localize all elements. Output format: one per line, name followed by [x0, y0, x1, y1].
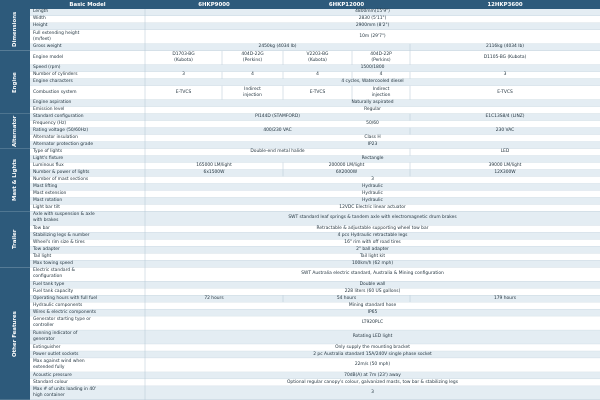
row-label: Height	[33, 23, 48, 29]
row-label: Stabilizing legs & number	[33, 232, 90, 238]
row-value: SWT standard leaf springs & tandem axle with electromagnetic drum brakes	[288, 215, 457, 221]
row-label: Max towing speed	[33, 260, 73, 266]
row-value: E-TVCS	[309, 89, 326, 95]
row-label: Max against wind when extended fully	[33, 359, 85, 371]
row-value: Rotating LED light	[352, 334, 393, 340]
row-value: D1703-BG (Kubota)	[172, 51, 195, 63]
row-value: SWT Australia electric standard, Australia & Mining configuration	[301, 271, 444, 277]
row-value: 179 hours	[493, 295, 517, 301]
section-title: Other Features	[12, 310, 18, 357]
row-value: 230 VAC	[495, 128, 515, 134]
row-value: 3	[371, 177, 374, 183]
row-value: 100km/h (62 mph)	[351, 260, 394, 266]
row-label: Width	[33, 16, 46, 22]
row-value: LT920PLC	[361, 320, 384, 326]
row-value: Optional regular canopy's colour, galvanized masts, tow bar & stabilizing legs	[286, 379, 459, 385]
row-label: Wires & electric components	[33, 309, 97, 315]
row-label: Light's fixture	[33, 156, 64, 162]
row-value: Mining standard hose	[348, 302, 397, 308]
row-value: Indirect injection	[243, 86, 262, 98]
row-label: Combustion system	[33, 89, 77, 95]
row-label: Luminous flux	[33, 163, 64, 169]
header-model-2: 6HKP12000	[328, 1, 365, 8]
row-label: Speed (rpm)	[33, 65, 61, 71]
row-label: Generator starting type or controller	[33, 317, 91, 329]
row-value: 2 pc Australia standard 15A/240V single phase socket	[313, 351, 432, 357]
row-value: 39000 LM/light	[488, 163, 522, 169]
row-value: PI144D (STAMFORD)	[255, 114, 300, 120]
row-value: 3	[371, 390, 374, 395]
row-label: Fuel tank type	[33, 281, 65, 287]
row-value: 3	[182, 72, 185, 78]
row-label: Operating hours with full fuel	[33, 295, 98, 301]
row-label: Mast rotation	[33, 198, 63, 203]
row-value: 404D-22P (Perkins)	[370, 51, 392, 63]
row-label: Full extending height (m/feet)	[33, 30, 80, 42]
row-value: IP23	[367, 142, 378, 148]
row-label: Rating voltage (50/60Hz)	[33, 128, 89, 134]
row-value: Hydraulic	[362, 191, 383, 197]
row-label: Length	[33, 9, 49, 15]
row-label: Alternator protection grade	[33, 142, 94, 148]
row-value: 4	[379, 72, 383, 78]
row-label: Mast lifting	[33, 184, 58, 190]
section-title: Dimensions	[12, 12, 18, 48]
row-label: Running indicator of generator	[33, 331, 78, 343]
header-model-3: 12HKP3600	[487, 1, 523, 8]
section-title: Engine	[12, 72, 18, 93]
row-label: Type of lights	[33, 149, 63, 155]
row-value: 6x1500W	[203, 170, 225, 176]
row-label: Extinguisher	[33, 344, 61, 350]
row-value: 2" ball adapter	[356, 246, 389, 252]
row-label: Engine aspiration	[33, 100, 72, 106]
section-title: Alternator	[12, 115, 18, 147]
row-value: Double wall	[359, 281, 386, 287]
row-label: Tow adapter	[33, 246, 60, 252]
row-value: E-TVCS	[175, 89, 192, 95]
row-label: Tail light	[33, 253, 52, 259]
row-value: IP65	[367, 309, 378, 315]
row-value: Tail light kit	[359, 253, 386, 259]
row-label: Axle with suspension & axle with brakes	[33, 212, 95, 224]
row-label: Mast extension	[33, 191, 67, 197]
row-value: 22m/s (50 mph)	[354, 362, 391, 368]
row-label: Frequency (Hz)	[33, 121, 67, 127]
row-value: 4 cycles, Watercooled diesel	[341, 79, 404, 85]
row-value: 12X300W	[494, 170, 516, 176]
row-label: Number of cylinders	[33, 72, 78, 78]
row-value: Hydraulic	[362, 184, 383, 190]
section-title: Mast & Lights	[12, 159, 18, 202]
row-value: E-TVCS	[497, 89, 513, 95]
header-model-1: 6HKP9000	[198, 1, 230, 8]
row-value: D1105-BG (Kubota)	[483, 54, 527, 60]
row-value: Rectangle	[361, 156, 384, 162]
row-label: Max # of units loading in 40' high container	[33, 387, 97, 398]
row-label: Tow bar	[33, 225, 50, 231]
row-value: 2116kg (4034 lb)	[486, 44, 524, 50]
row-label: Number of mast sections	[33, 177, 89, 183]
row-value: Indirect injection	[371, 86, 391, 98]
row-value: 12VDC Electric linear actuator	[339, 204, 406, 210]
row-value: 4800mm(15'9")	[355, 9, 390, 15]
row-value: 2450kg (4034 lb)	[258, 44, 297, 50]
row-value: 4	[316, 72, 319, 78]
row-value: 165000 LM/light	[196, 163, 232, 169]
row-value: 54 hours	[336, 295, 357, 301]
row-value: Regular	[364, 107, 381, 113]
row-label: Engine model	[33, 54, 64, 60]
row-value: 72 hours	[204, 295, 224, 301]
row-value: 4 pcs Hydraulic retractable legs	[337, 232, 408, 238]
row-label: Light bar tilt	[33, 204, 60, 210]
row-label: Number & power of lights	[33, 170, 90, 176]
row-label: Standard configuration	[33, 114, 84, 120]
row-value: Double-end metal halide	[250, 149, 305, 155]
row-value: Hydraulic	[362, 198, 383, 203]
row-label: Fuel tank capacity	[33, 288, 74, 294]
row-value: E1C13S8/4 (LINZ)	[485, 114, 525, 120]
row-value: 10m (29'7")	[359, 33, 386, 39]
row-value: 400/230 VAC	[263, 128, 292, 134]
row-value: 1500/1800	[360, 65, 385, 71]
row-label: Alternator insulation	[33, 135, 78, 141]
row-value: Class H	[364, 135, 381, 141]
header-basic-model: Basic Model	[69, 1, 106, 8]
row-label: Emission level	[33, 107, 65, 113]
section-title: Trailer	[12, 229, 18, 249]
row-value: 3	[503, 72, 507, 78]
row-value: Naturally aspirated	[351, 100, 394, 106]
row-value: 16" rim with off road tires	[344, 239, 401, 245]
row-value: 228 liters (60 US gallons)	[344, 288, 401, 294]
row-label: Wheel's rim size & tires	[33, 239, 85, 245]
row-label: Hydraulic components	[33, 302, 83, 308]
row-label: Engine characters	[33, 79, 73, 85]
row-value: V2203-BG (Kubota)	[306, 51, 329, 63]
row-value: 404D-22G (Perkins)	[241, 51, 264, 63]
row-value: 50/60	[366, 121, 379, 127]
row-value: 2830 (5'11")	[358, 16, 387, 22]
row-value: LED	[500, 149, 510, 155]
row-value: 4	[251, 72, 254, 78]
row-value: 6X2000W	[335, 170, 358, 176]
row-label: Electric standard & configuration	[33, 268, 75, 280]
row-label: Acoustic pressure	[33, 372, 72, 378]
row-value: 2900mm (8'2")	[355, 23, 390, 29]
row-value: Only supply the mounting bracket	[335, 344, 410, 350]
row-label: Power outlet sockets	[33, 351, 79, 357]
row-value: 200000 LM/light	[328, 163, 365, 169]
row-value: Retractable & adjustable supporting wheel tow bar	[316, 225, 429, 231]
row-label: Gross weight	[33, 44, 62, 50]
row-value: 70dB(A) at 7m (23') away	[344, 372, 401, 378]
row-label: Standard colour	[33, 379, 68, 385]
